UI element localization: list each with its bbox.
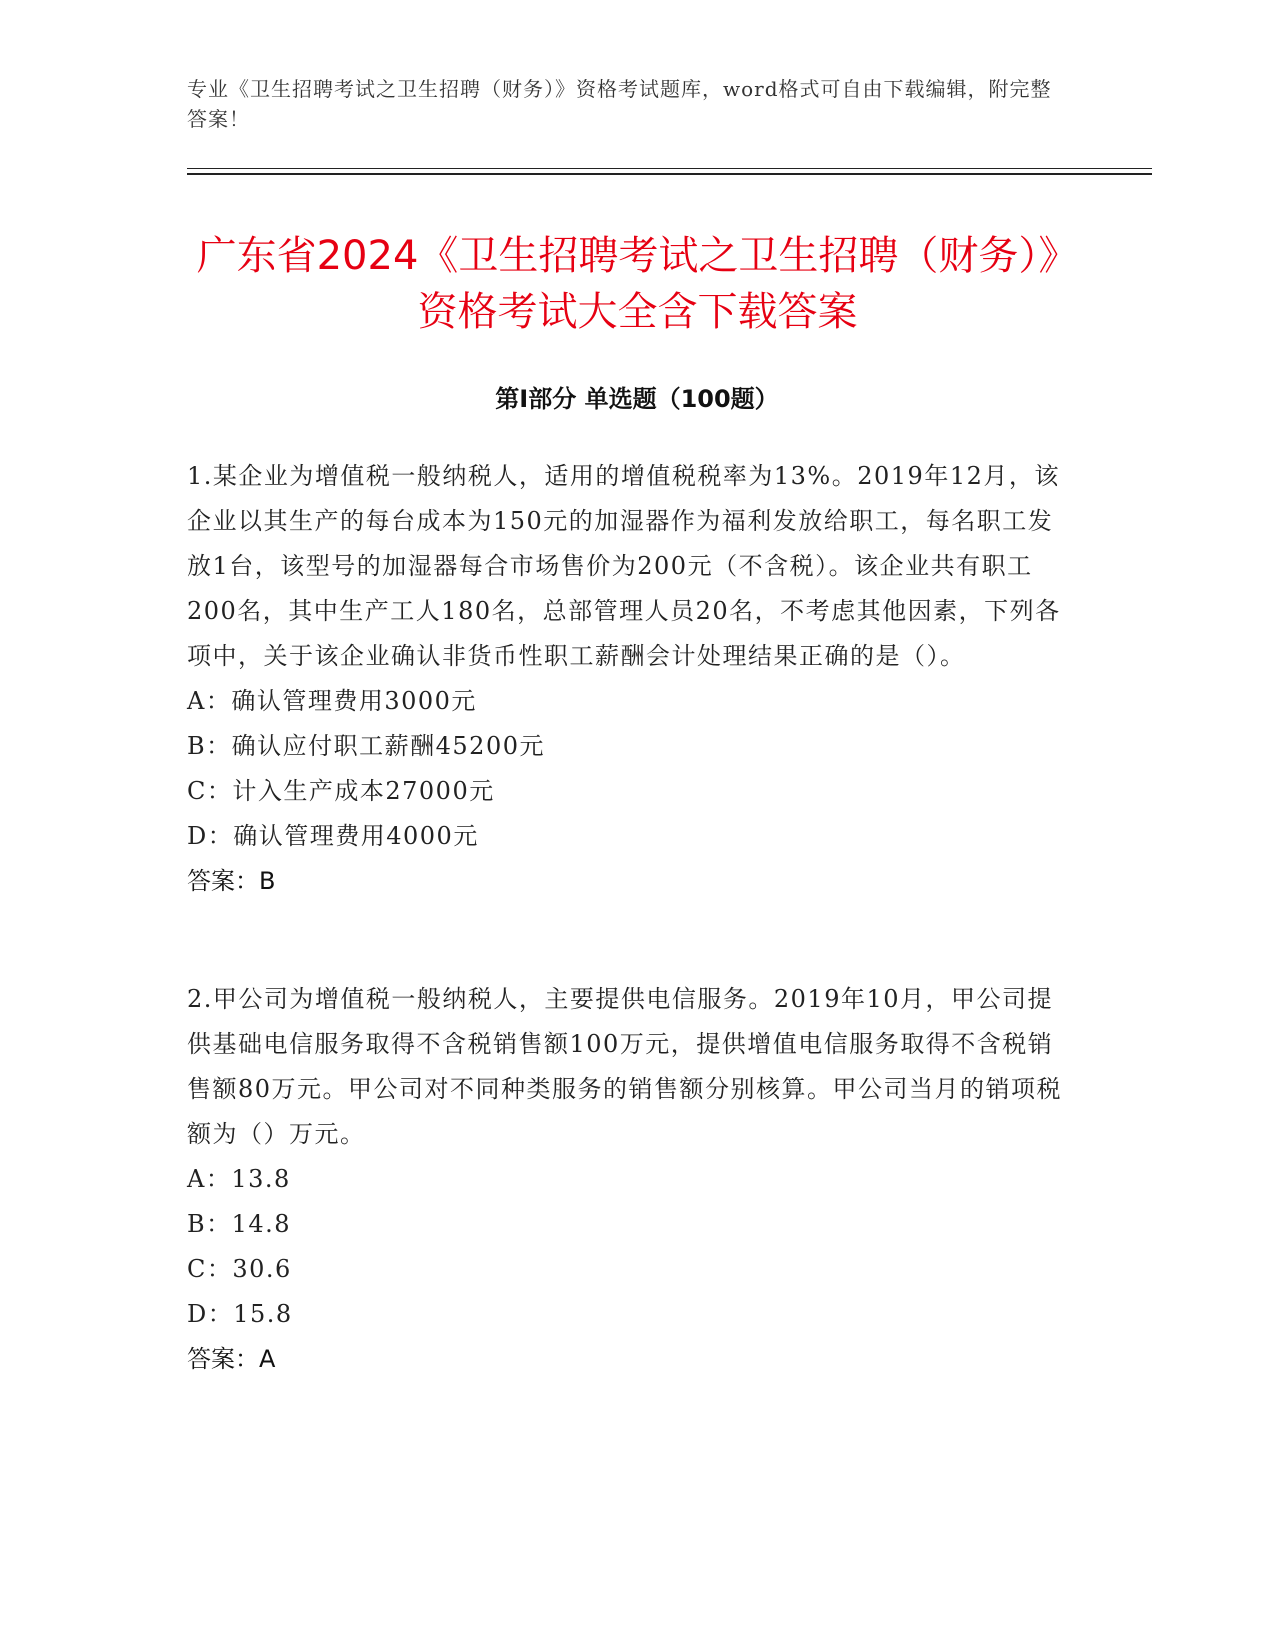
option-d: D：确认管理费用4000元 <box>187 822 479 850</box>
header-note: 专业《卫生招聘考试之卫生招聘（财务）》资格考试题库，word格式可自由下载编辑，附完整答案！ <box>187 77 1052 131</box>
question-1 <box>187 454 1067 904</box>
option-a: A：13.8 <box>187 1165 291 1193</box>
option-c: C：计入生产成本27000元 <box>187 777 495 805</box>
document-title: 广东省2024《卫生招聘考试之卫生招聘（财务）》资格考试大全含下载答案 <box>196 233 1079 335</box>
option-a: A：确认管理费用3000元 <box>187 687 477 715</box>
section-title: 第Ⅰ部分 单选题（100题） <box>495 385 779 413</box>
option-b: B：14.8 <box>187 1210 292 1238</box>
answer: 答案：B <box>187 867 276 895</box>
answer: 答案：A <box>187 1345 276 1373</box>
option-c: C：30.6 <box>187 1255 292 1283</box>
header-rule-thin <box>187 168 1152 169</box>
question-stem: 2.甲公司为增值税一般纳税人，主要提供电信服务。2019年10月，甲公司提供基础电信服务取得不含税销售额100万元，提供增值电信服务取得不含税销售额80万元。甲公司对不同种类服务的销售额分别核算。甲公司当月的销项税额为（）万元。 <box>187 985 1063 1148</box>
question-stem: 1.某企业为增值税一般纳税人，适用的增值税税率为13%。2019年12月，该企业以其生产的每台成本为150元的加湿器作为福利发放给职工，每名职工发放1台，该型号的加湿器每合市场售价为200元（不含税）。该企业共有职工200名，其中生产工人180名，总部管理人员20名，不考虑其他因素，下列各项中，关于该企业确认非货币性职工薪酬会计处理结果正确的是（）。 <box>187 462 1061 670</box>
question-2 <box>187 977 1067 1382</box>
option-list <box>187 679 1067 859</box>
option-list <box>187 1157 1067 1337</box>
option-d: D：15.8 <box>187 1300 293 1328</box>
header-rule-thick <box>187 173 1152 175</box>
option-b: B：确认应付职工薪酬45200元 <box>187 732 545 760</box>
